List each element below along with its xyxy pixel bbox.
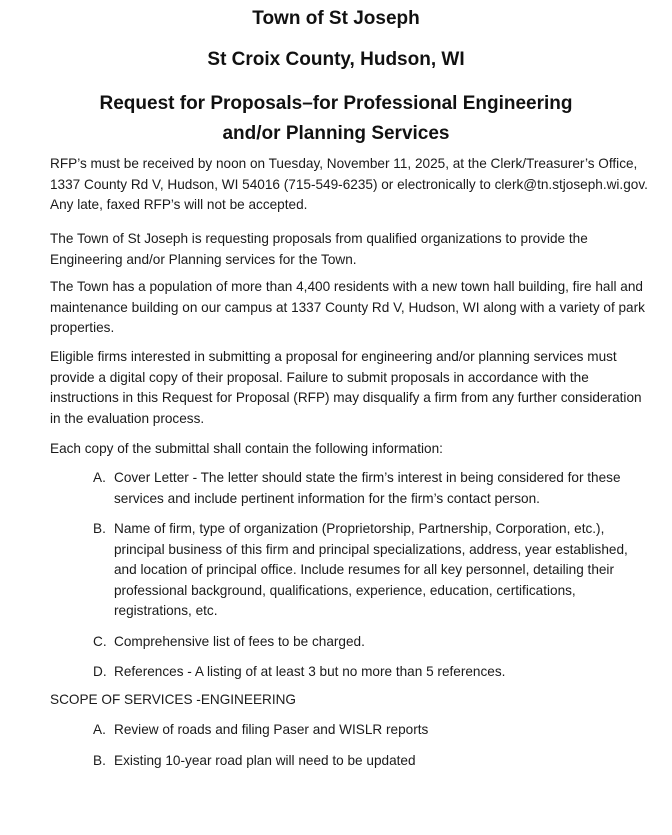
list-item-text: Existing 10-year road plan will need to be updated (114, 752, 416, 768)
scope-list (93, 720, 653, 771)
rfp-title (0, 89, 672, 149)
submittal-list (93, 468, 653, 683)
scope-heading: SCOPE OF SERVICES -ENGINEERING (50, 692, 296, 707)
list-item (93, 519, 653, 622)
list-item (93, 468, 653, 509)
list-marker: D. (93, 664, 107, 679)
list-marker: A. (93, 722, 106, 737)
list-item-text: Review of roads and filing Paser and WISLR reports (114, 722, 429, 737)
list-marker: A. (93, 470, 106, 485)
list-item-text: References - A listing of at least 3 but no more than 5 references. (114, 664, 506, 679)
list-item-text: Cover Letter - The letter should state the firm’s interest in being considered for these services and include pertinent information for the firm’s contact person. (114, 470, 621, 506)
submittal-intro: Each copy of the submittal shall contain the following information: (50, 441, 443, 456)
eligibility-paragraph: Eligible firms interested in submitting a proposal for engineering and/or planning services must provide a digital copy of their proposal. Failure to submit proposals in accordance with the instructions in this Request for Proposal (RFP) may disqualify a firm from any further consideration in the evaluation process. (50, 349, 642, 426)
list-item (93, 751, 653, 772)
list-item-text: Comprehensive list of fees to be charged. (114, 633, 365, 649)
county-title: St Croix County, Hudson, WI (207, 49, 465, 70)
list-marker: B. (93, 752, 106, 768)
list-item (93, 720, 653, 741)
list-item-text: Name of firm, type of organization (Proprietorship, Partnership, Corporation, etc.), principal business of this firm and principal specializations, address, year established, and location of principal office. Include resumes for all key personnel, detailing their professional background, qualifications, experience, education, certifications, registrations, etc. (114, 521, 628, 618)
list-item (93, 632, 653, 653)
list-marker: C. (93, 633, 107, 649)
population-paragraph: The Town has a population of more than 4,400 residents with a new town hall building, fire hall and maintenance building on our campus at 1337 County Rd V, Hudson, WI along with a variety of park properties. (50, 279, 645, 335)
town-title: Town of St Joseph (252, 8, 420, 29)
list-marker: B. (93, 521, 106, 536)
list-item (93, 662, 653, 683)
rfp-title-text: Request for Proposals–for Professional Engineering and/or Planning Services (99, 93, 573, 144)
deadline-paragraph: RFP’s must be received by noon on Tuesday, November 11, 2025, at the Clerk/Treasurer’s Office, 1337 County Rd V, Hudson, WI 54016 (715-549-6235) or electronically to clerk@tn.stjoseph.wi.gov. Any late, faxed RFP’s will not be accepted. (50, 156, 648, 212)
request-paragraph: The Town of St Joseph is requesting proposals from qualified organizations to provide the Engineering and/or Planning services for the Town. (50, 231, 588, 267)
